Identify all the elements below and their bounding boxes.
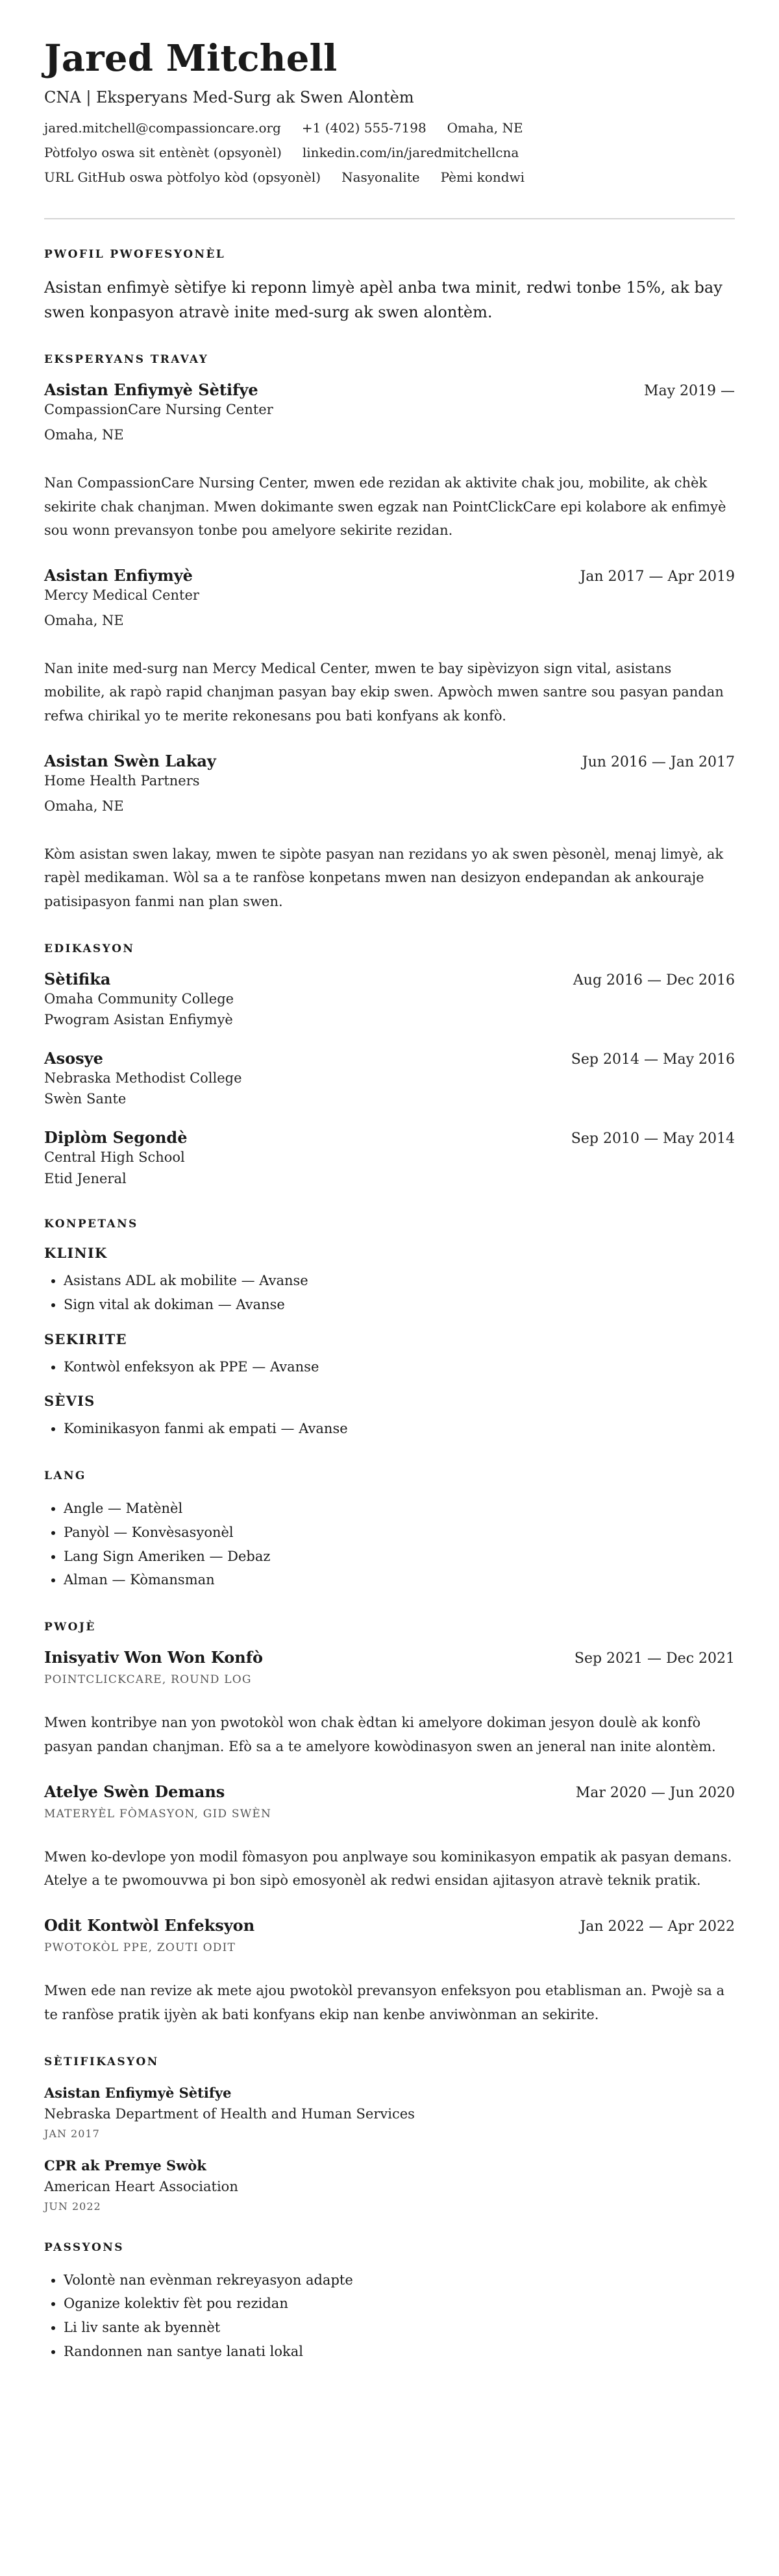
contact-info: [44, 116, 735, 190]
section-title: EKSPERYANS TRAVAY: [44, 353, 209, 367]
experience-header: [44, 752, 735, 770]
linkedin-link[interactable]: linkedin.com/in/jaredmitchellcna: [302, 144, 519, 160]
interest-item: • Randonnen nan santye lanati lokal: [64, 2340, 735, 2364]
education-header: [44, 970, 735, 988]
job-title: Asistan Swèn Lakay: [44, 751, 216, 770]
certification-issuer: Nebraska Department of Health and Human Services: [44, 2106, 415, 2122]
skill-list: [44, 1355, 735, 1379]
certifications-section: [44, 2055, 735, 2213]
job-title: Asistan Enfiymyè Sètifye: [44, 380, 258, 400]
project-tags: MATERYÈL FÒMASYON, GID SWÈN: [44, 1807, 272, 1821]
project-item: [44, 1782, 735, 1893]
project-item: [44, 1648, 735, 1759]
interest-list: [44, 2268, 735, 2364]
language-item: • Lang Sign Ameriken — Debaz: [64, 1545, 735, 1569]
section-title: PWOFIL PWOFESYONÈL: [44, 247, 226, 261]
field-of-study: Pwogram Asistan Enfiymyè: [44, 1012, 233, 1028]
section-title: PWOJÈ: [44, 1621, 96, 1634]
education-section: [44, 942, 735, 1189]
project-header: [44, 1782, 735, 1801]
education-header: [44, 1128, 735, 1147]
education-header: [44, 1049, 735, 1068]
candidate-name: Jared Mitchell: [44, 37, 338, 80]
phone[interactable]: +1 (402) 555-7198: [301, 119, 427, 136]
languages-section: [44, 1469, 735, 1592]
job-title: Asistan Enfiymyè: [44, 566, 193, 585]
experience-section: [44, 353, 735, 913]
portfolio-link[interactable]: Pòtfolyo oswa sit entènèt (opsyonèl): [44, 144, 282, 160]
employer: Home Health Partners: [44, 772, 200, 789]
interest-item: • Li liv sante ak byennèt: [64, 2316, 735, 2340]
skill-item: • Kontwòl enfeksyon ak PPE — Avanse: [64, 1355, 735, 1379]
job-location: Omaha, NE: [44, 612, 124, 628]
project-name: Atelye Swèn Demans: [44, 1782, 225, 1801]
profile-section: [44, 248, 735, 325]
project-dates: Jan 2022 — Apr 2022: [580, 1919, 735, 1935]
contact-row: [44, 116, 735, 140]
project-description: Mwen ko-devlope yon modil fòmasyon pou anplwaye sou kominikasyon empatik ak pasyan demans. Atelye a te pwomouvwa pi bon sipò emosyonèl ak redwi ensidan ajitasyon atravè teknik pratik.: [44, 1848, 732, 1889]
education-item: [44, 1049, 735, 1110]
job-description: Nan inite med-surg nan Mercy Medical Center, mwen te bay sipèvizyon sign vital, asistans mobilite, ak rapò rapid chanjman pasyan bay ekip swen. Apwòch mwen santre sou pasyan pandan refwa chirikal yo te merite rekonesans pou bati konfyans ak konfò.: [44, 660, 724, 724]
skill-group-title: SÈVIS: [44, 1393, 95, 1410]
school: Omaha Community College: [44, 990, 234, 1007]
projects-section: [44, 1621, 735, 2027]
certification-item: [44, 2155, 735, 2213]
skill-item: • Asistans ADL ak mobilite — Avanse: [64, 1269, 735, 1293]
project-item: [44, 1916, 735, 2027]
section-title: SÈTIFIKASYON: [44, 2055, 159, 2068]
driving-license: Pèmi kondwi: [440, 169, 525, 185]
education-dates: Sep 2014 — May 2016: [571, 1051, 735, 1068]
certification-item: [44, 2083, 735, 2140]
degree: Diplòm Segondè: [44, 1127, 188, 1147]
school: Nebraska Methodist College: [44, 1070, 242, 1086]
skills-section: [44, 1218, 735, 1441]
project-name: Inisyativ Won Won Konfò: [44, 1648, 264, 1667]
education-item: [44, 970, 735, 1031]
language-list: [44, 1497, 735, 1592]
project-header: [44, 1648, 735, 1667]
resume-header: [44, 39, 735, 190]
education-dates: Aug 2016 — Dec 2016: [573, 972, 735, 988]
field-of-study: Etid Jeneral: [44, 1170, 127, 1186]
field-of-study: Swèn Sante: [44, 1091, 127, 1107]
job-description: Kòm asistan swen lakay, mwen te sipòte pasyan nan rezidans yo ak swen pèsonèl, menaj limyè, ak rapèl medikaman. Wòl sa a te ranfòse konpetans mwen nan desizyon endepandan ak ankouraje patisipasyon fanmi nan plan swen.: [44, 846, 724, 910]
job-dates: Jun 2016 — Jan 2017: [582, 754, 735, 770]
headline: CNA | Eksperyans Med-Surg ak Swen Alontèm: [44, 88, 414, 106]
project-tags: PWOTOKÒL PPE, ZOUTI ODIT: [44, 1941, 236, 1955]
interests-section: [44, 2241, 735, 2364]
degree: Sètifika: [44, 969, 111, 988]
project-description: Mwen kontribye nan yon pwotokòl won chak èdtan ki amelyore dokiman jesyon doulè ak konfò pasyan pandan chanjman. Efò sa a te amelyore kowòdinasyon swen an jeneral nan inite alontèm.: [44, 1715, 716, 1754]
email[interactable]: jared.mitchell@compassioncare.org: [44, 119, 281, 136]
experience-item: [44, 752, 735, 914]
location: Omaha, NE: [447, 119, 523, 136]
profile-summary: Asistan enfimyè sètifye ki reponn limyè apèl anba twa minit, redwi tonbe 15%, ak bay swen konpasyon atravè inite med-surg ak swen alontèm.: [44, 278, 723, 321]
certification-name: Asistan Enfiymyè Sètifye: [44, 2084, 232, 2101]
school: Central High School: [44, 1149, 185, 1165]
header-divider: [44, 218, 735, 219]
job-dates: Jan 2017 — Apr 2019: [580, 569, 735, 585]
skill-item: • Sign vital ak dokiman — Avanse: [64, 1293, 735, 1317]
certification-date: JAN 2017: [44, 2127, 100, 2140]
contact-row: [44, 165, 735, 190]
section-title: EDIKASYON: [44, 942, 135, 955]
skill-list: [44, 1269, 735, 1317]
skill-list: [44, 1417, 735, 1441]
section-title: LANG: [44, 1469, 86, 1483]
certification-name: CPR ak Premye Swòk: [44, 2157, 206, 2174]
job-location: Omaha, NE: [44, 798, 124, 814]
skill-item: • Kominikasyon fanmi ak empati — Avanse: [64, 1417, 735, 1441]
project-header: [44, 1916, 735, 1935]
project-dates: Sep 2021 — Dec 2021: [574, 1650, 735, 1667]
section-title: PASSYONS: [44, 2240, 124, 2254]
job-description: Nan CompassionCare Nursing Center, mwen ede rezidan ak aktivite chak jou, mobilite, ak chèk sekirite chak chanjman. Mwen dokimante swen egzak nan PointClickCare epi kolabore ak enfimyè sou wonn prevansyon tonbe pou amelyore sekirite rezidan.: [44, 474, 726, 539]
experience-header: [44, 566, 735, 585]
experience-item: [44, 380, 735, 543]
interest-item: • Oganize kolektiv fèt pou rezidan: [64, 2292, 735, 2316]
section-title: KONPETANS: [44, 1218, 138, 1231]
project-dates: Mar 2020 — Jun 2020: [575, 1784, 735, 1801]
nationality: Nasyonalite: [341, 169, 420, 185]
job-location: Omaha, NE: [44, 426, 124, 443]
skill-group-title: KLINIK: [44, 1245, 108, 1262]
project-name: Odit Kontwòl Enfeksyon: [44, 1916, 255, 1935]
certification-date: JUN 2022: [44, 2200, 101, 2213]
language-item: • Angle — Matènèl: [64, 1497, 735, 1521]
job-dates: May 2019 —: [643, 383, 735, 400]
employer: Mercy Medical Center: [44, 587, 199, 604]
contact-row: [44, 140, 735, 165]
education-item: [44, 1128, 735, 1189]
language-item: • Panyòl — Konvèsasyonèl: [64, 1521, 735, 1545]
language-item: • Alman — Kòmansman: [64, 1568, 735, 1592]
education-dates: Sep 2010 — May 2014: [571, 1130, 735, 1147]
degree: Asosye: [44, 1048, 103, 1068]
experience-item: [44, 566, 735, 728]
project-tags: POINTCLICKCARE, ROUND LOG: [44, 1673, 252, 1687]
interest-item: • Volontè nan evènman rekreyasyon adapte: [64, 2268, 735, 2292]
experience-header: [44, 380, 735, 399]
github-link[interactable]: URL GitHub oswa pòtfolyo kòd (opsyonèl): [44, 169, 321, 185]
project-description: Mwen ede nan revize ak mete ajou pwotokòl prevansyon enfeksyon pou etablisman an. Pwojè sa a te ranfòse pratik ijyèn ak bati konfyans ekip nan kenbe anviwònman an sekirite.: [44, 1983, 724, 2022]
skill-group-title: SEKIRITE: [44, 1331, 127, 1347]
certification-issuer: American Heart Association: [44, 2179, 238, 2195]
employer: CompassionCare Nursing Center: [44, 402, 273, 418]
